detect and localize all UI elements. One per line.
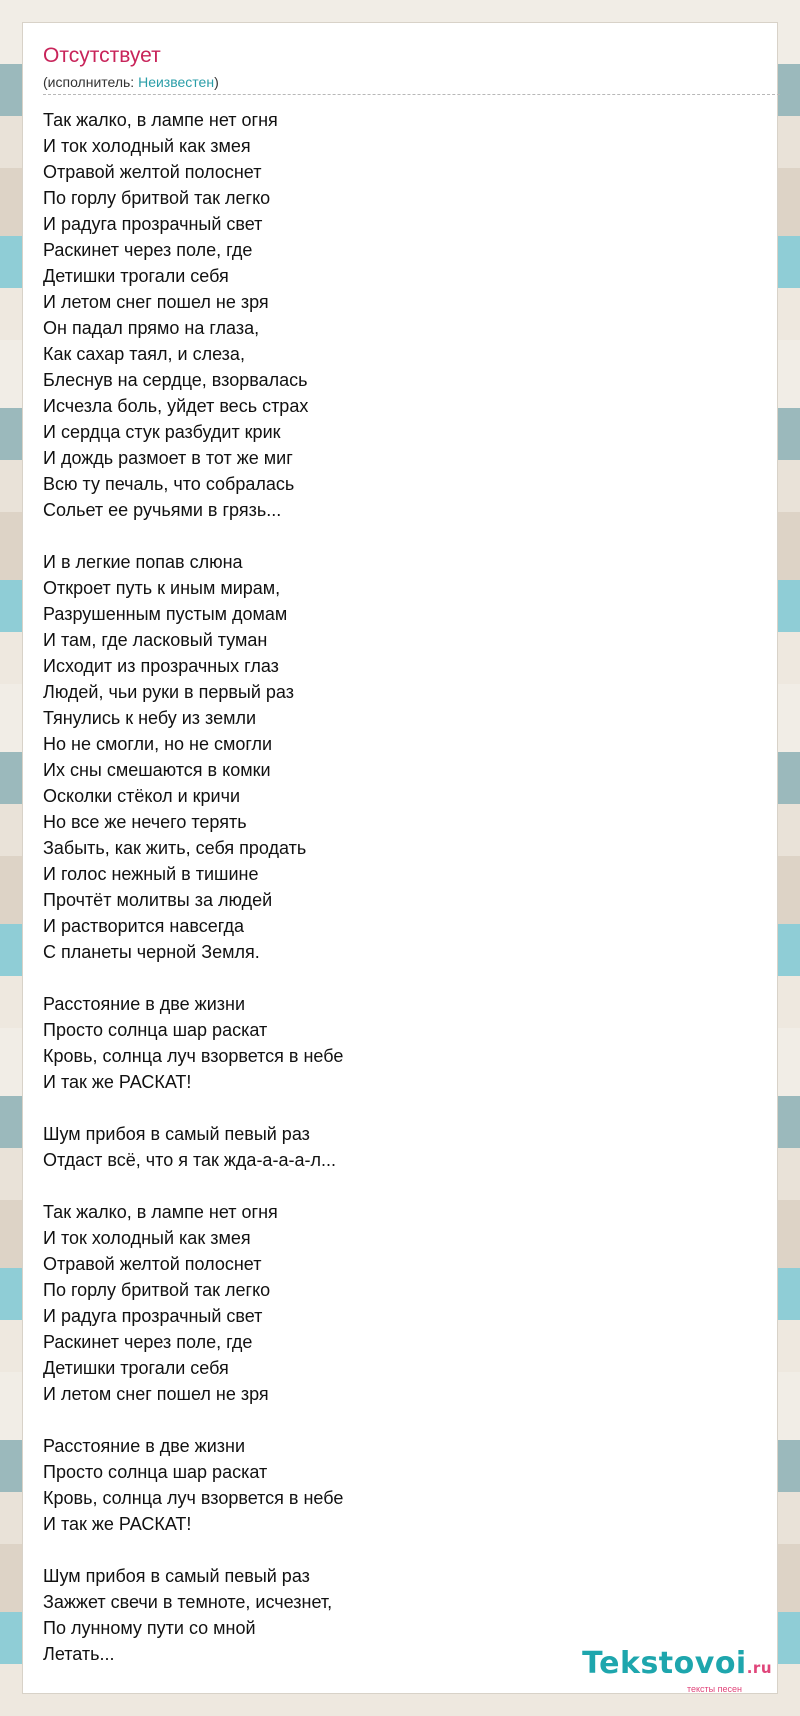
lyric-line: И в легкие попав слюна (43, 552, 243, 572)
lyric-line: И там, где ласковый туман (43, 630, 268, 650)
lyric-line: Осколки стёкол и кричи (43, 786, 241, 806)
lyric-line: Исчезла боль, уйдет весь страх (43, 396, 309, 416)
logo-tagline: тексты песен (686, 1684, 742, 1694)
lyric-line: Разрушенным пустым домам (43, 604, 288, 624)
lyric-line: И ток холодный как змея (43, 136, 251, 156)
site-logo[interactable] (562, 1648, 772, 1692)
lyric-line: Но все же нечего терять (43, 812, 247, 832)
lyric-line: Шум прибоя в самый певый раз (43, 1124, 310, 1144)
lyric-line: И растворится навсегда (43, 916, 245, 936)
lyric-line: Блеснув на сердце, взорвалась (43, 370, 308, 390)
lyric-line: Просто солнца шар раскат (43, 1462, 268, 1482)
lyric-line: Зажжет свечи в темноте, исчезнет, (43, 1592, 333, 1612)
lyric-line: Он падал прямо на глаза, (43, 318, 260, 338)
lyric-line: Раскинет через поле, где (43, 1332, 253, 1352)
lyric-line: И ток холодный как змея (43, 1228, 251, 1248)
lyric-line: По лунному пути со мной (43, 1618, 256, 1638)
stanza (43, 991, 743, 1095)
lyric-line: С планеты черной Земля. (43, 942, 260, 962)
performer-prefix: (исполнитель: (43, 74, 139, 90)
stanza (43, 1121, 743, 1173)
lyric-line: Забыть, как жить, себя продать (43, 838, 307, 858)
logo-name: Tekstovoi (582, 1646, 747, 1681)
lyric-line: Так жалко, в лампе нет огня (43, 1202, 278, 1222)
lyric-line: Исходит из прозрачных глаз (43, 656, 279, 676)
lyric-line: Откроет путь к иным мирам, (43, 578, 281, 598)
lyric-line: И радуга прозрачный свет (43, 1306, 263, 1326)
stanza (43, 1199, 743, 1407)
logo-wordmark (562, 1648, 772, 1684)
stanza (43, 107, 743, 523)
lyric-line: И летом снег пошел не зря (43, 292, 269, 312)
lyric-line: Всю ту печаль, что собралась (43, 474, 295, 494)
lyric-line: Летать... (43, 1644, 115, 1664)
title-divider (43, 94, 780, 95)
lyric-line: Расстояние в две жизни (43, 1436, 246, 1456)
lyric-line: И дождь размоет в тот же миг (43, 448, 293, 468)
lyric-line: Так жалко, в лампе нет огня (43, 110, 278, 130)
lyric-line: Кровь, солнца луч взорвется в небе (43, 1488, 344, 1508)
lyric-line: Тянулись к небу из земли (43, 708, 257, 728)
song-title: Отсутствует (43, 44, 161, 67)
lyric-line: И сердца стук разбудит крик (43, 422, 281, 442)
lyric-line: Прочтёт молитвы за людей (43, 890, 273, 910)
lyric-line: И так же РАСКАТ! (43, 1514, 192, 1534)
lyric-line: Расстояние в две жизни (43, 994, 246, 1014)
logo-tld: .ru (746, 1659, 772, 1677)
lyrics-text (43, 107, 743, 1667)
performer-line (43, 73, 219, 91)
lyric-line: Людей, чьи руки в первый раз (43, 682, 294, 702)
lyric-line: И так же РАСКАТ! (43, 1072, 192, 1092)
stanza (43, 1433, 743, 1537)
lyric-line: И радуга прозрачный свет (43, 214, 263, 234)
lyric-line: Отдаст всё, что я так жда-а-а-а-л... (43, 1150, 336, 1170)
lyric-line: Отравой желтой полоснет (43, 162, 262, 182)
lyric-line: Просто солнца шар раскат (43, 1020, 268, 1040)
lyric-line: Детишки трогали себя (43, 266, 229, 286)
lyrics-card (22, 22, 778, 1694)
stanza (43, 549, 743, 965)
lyric-line: И голос нежный в тишине (43, 864, 259, 884)
performer-suffix: ) (214, 74, 219, 90)
lyric-line: По горлу бритвой так легко (43, 188, 271, 208)
lyric-line: По горлу бритвой так легко (43, 1280, 271, 1300)
lyric-line: Их сны смешаются в комки (43, 760, 271, 780)
performer-link[interactable]: Неизвестен (138, 74, 215, 90)
lyric-line: И летом снег пошел не зря (43, 1384, 269, 1404)
lyric-line: Как сахар таял, и слеза, (43, 344, 245, 364)
lyric-line: Детишки трогали себя (43, 1358, 229, 1378)
lyric-line: Но не смогли, но не смогли (43, 734, 273, 754)
lyric-line: Шум прибоя в самый певый раз (43, 1566, 310, 1586)
lyric-line: Кровь, солнца луч взорвется в небе (43, 1046, 344, 1066)
lyric-line: Отравой желтой полоснет (43, 1254, 262, 1274)
lyric-line: Сольет ее ручьями в грязь... (43, 500, 282, 520)
lyric-line: Раскинет через поле, где (43, 240, 253, 260)
